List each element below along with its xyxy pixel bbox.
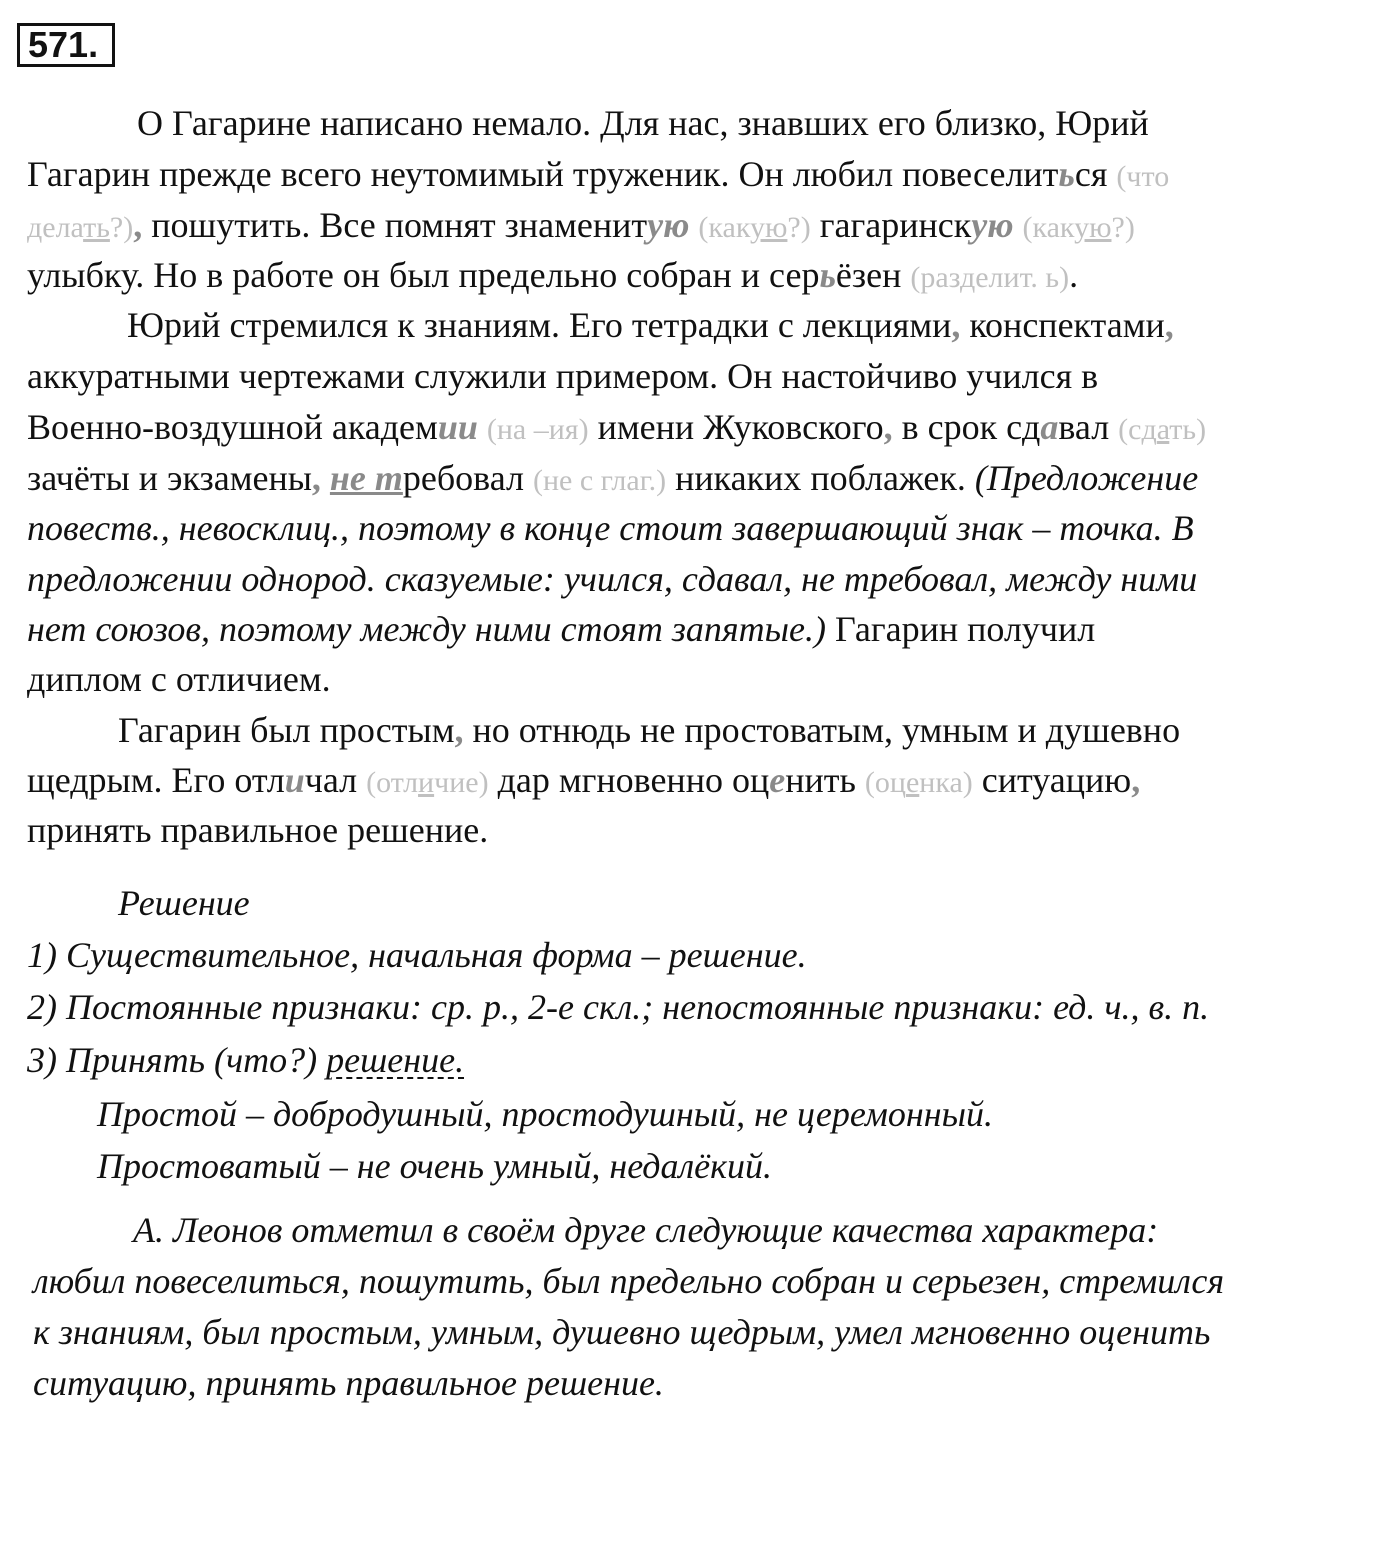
p2-line-6: предложении однород. сказуемые: учился, сдавал, не требовал, между ними <box>27 559 1198 599</box>
p1-line-2: Гагарин прежде всего неутомимый труженик. Он любил повеселиться (что <box>27 154 1170 194</box>
p1-line-3: делать?), пошутить. Все помнят знаменитую (какую?) гагаринскую (какую?) <box>27 205 1135 245</box>
p2-line-5: повеств., невосклиц., поэтому в конце стоит завершающий знак – точка. В <box>27 508 1194 548</box>
conclusion-line-4: ситуацию, принять правильное решение. <box>33 1363 664 1403</box>
solution-item-2: 2) Постоянные признаки: ср. р., 2-е скл.; непостоянные признаки: ед. ч., в. п. <box>27 987 1210 1027</box>
p1-line-1: О Гагарине написано немало. Для нас, знавших его близко, Юрий <box>137 103 1149 143</box>
exercise-number: 571. <box>17 23 115 67</box>
p2-line-1: Юрий стремился к знаниям. Его тетрадки с лекциями, конспектами, <box>127 305 1174 345</box>
conclusion-line-1: А. Леонов отметил в своём друге следующие качества характера: <box>133 1210 1159 1250</box>
p2-line-3: Военно-воздушной академии (на –ия) имени Жуковского, в срок сдавал (сдать) <box>27 407 1207 447</box>
p2-line-4: зачёты и экзамены, не требовал (не с глаг.) никаких поблажек. (Предложение <box>27 458 1199 498</box>
conclusion-line-2: любил повеселиться, пошутить, был предельно собран и серьезен, стремился <box>33 1261 1225 1301</box>
solution-title: Решение <box>118 883 250 923</box>
hint: (что <box>1116 160 1170 193</box>
p3-line-1: Гагарин был простым, но отнюдь не простоватым, умным и душевно <box>118 710 1181 750</box>
solution-item-1: 1) Существительное, начальная форма – решение. <box>27 935 807 975</box>
p2-line-2: аккуратными чертежами служили примером. Он настойчиво учился в <box>27 356 1099 396</box>
solution-item-3: 3) Принять (что?) решение. <box>27 1040 465 1080</box>
conclusion-line-3: к знаниям, был простым, умным, душевно щедрым, умел мгновенно оценить <box>33 1312 1211 1352</box>
p3-line-3: принять правильное решение. <box>27 810 489 850</box>
definition-2: Простоватый – не очень умный, недалёкий. <box>97 1146 772 1186</box>
p2-line-8: диплом с отличием. <box>27 659 331 699</box>
p1-line-4: улыбку. Но в работе он был предельно собран и серьёзен (разделит. ь). <box>27 255 1079 295</box>
p3-line-2: щедрым. Его отличал (отличие) дар мгновенно оценить (оценка) ситуацию, <box>27 760 1141 800</box>
definition-1: Простой – добродушный, простодушный, не церемонный. <box>97 1094 993 1134</box>
p2-line-7: нет союзов, поэтому между ними стоят запятые.) Гагарин получил <box>27 609 1096 649</box>
